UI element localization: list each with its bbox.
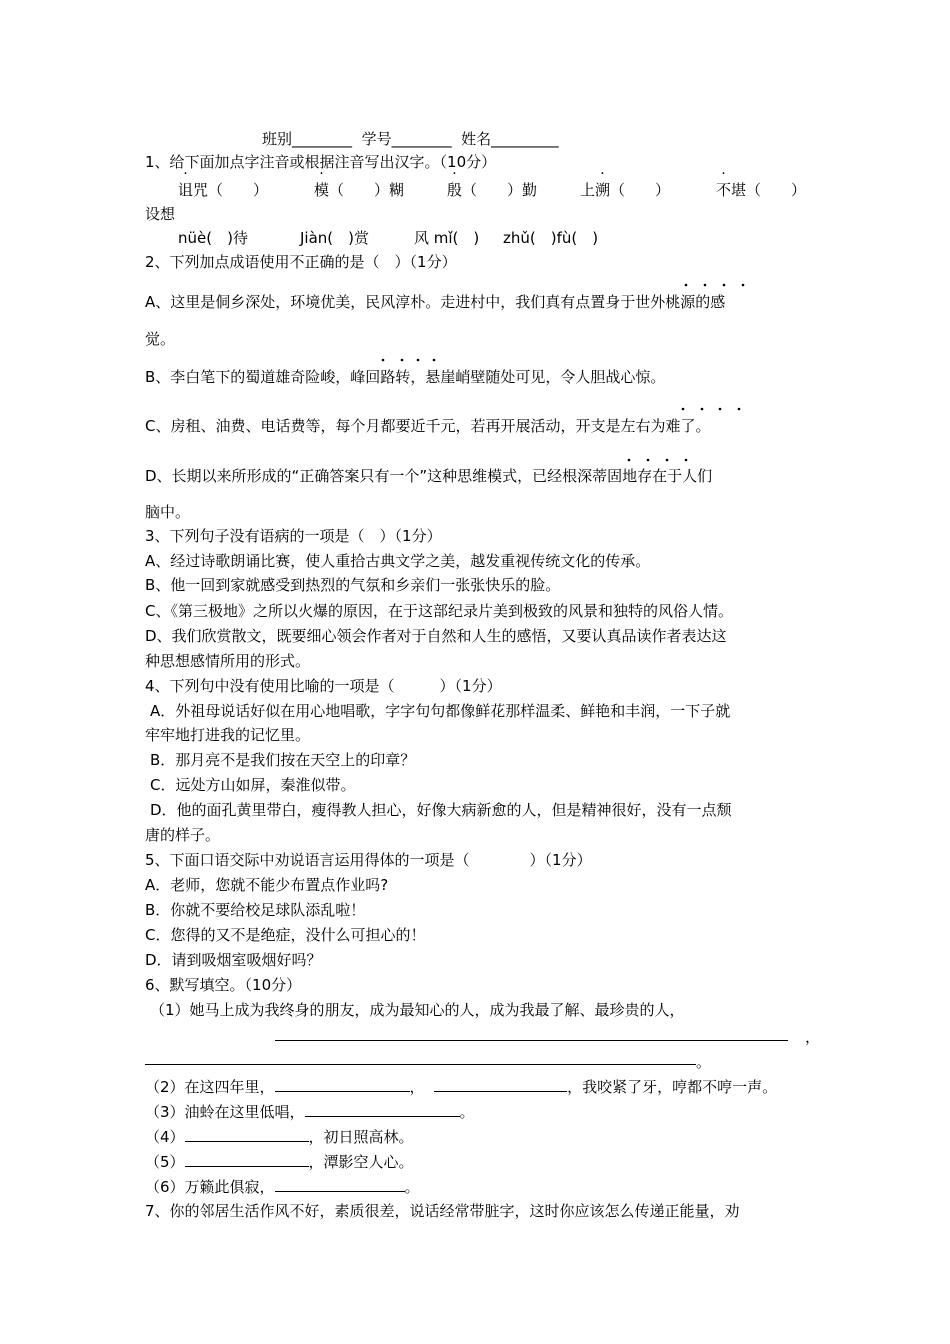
q6-item-2: （2）在这四年里， ， ，我咬紧了牙，哼都不哼一声。 <box>145 1078 778 1096</box>
q1-title: 1、给下面加点字注音或根据注音写出汉字。（10分） <box>145 153 497 171</box>
q5-option-a: A．老师，您就不能少布置点作业吗? <box>145 876 389 894</box>
answer-blank[interactable] <box>145 1049 696 1065</box>
q3-option-b: B、他一回到家就感受到热烈的气氛和乡亲们一张张快乐的脸。 <box>145 576 561 594</box>
answer-blank[interactable] <box>185 1151 309 1167</box>
student-info-header <box>262 129 559 149</box>
answer-blank[interactable] <box>185 1126 309 1142</box>
q2-c-idiom: 左右为难 <box>620 417 681 435</box>
q6-item-6: （6）万籁此俱寂， 。 <box>145 1178 420 1196</box>
q5-title: 5、下面口语交际中劝说语言运用得体的一项是（ ）（1分） <box>145 851 592 869</box>
class-field: 班别________ <box>262 130 353 148</box>
answer-blank[interactable] <box>434 1076 567 1092</box>
q1-char: 殷 <box>447 181 463 199</box>
q4-option-d: D．他的面孔黄里带白，瘦得教人担心，好像大病新愈的人，但是精神很好，没有一点颓 <box>150 801 732 819</box>
q4-option-b: B．那月亮不是我们按在天空上的印章？ <box>150 751 416 769</box>
q6-item-1: （1）她马上成为我终身的朋友，成为最知心的人，成为我最了解、最珍贵的人， <box>150 1001 685 1019</box>
q2-title: 2、下列加点成语使用不正确的是（ ）（1分） <box>145 253 457 271</box>
q2-d-idiom: 根深蒂固 <box>562 467 623 485</box>
q1-char: 诅 <box>178 181 194 199</box>
q3-option-c: C、《第三极地》之所以火爆的原因，在于这部纪录片美到极致的风景和独特的风俗人情。 <box>145 602 733 620</box>
answer-blank[interactable] <box>275 1176 405 1192</box>
q5-option-c: C．您得的又不是绝症，没什么可担心的！ <box>145 926 426 944</box>
q2-b-idiom: 峰回路转 <box>350 368 411 386</box>
q7-title: 7、你的邻居生活作风不好，素质很差，说话经常带脏字，这时你应该怎么传递正能量，劝 <box>145 1202 740 1220</box>
q6-item-3: （3）油蛉在这里低唱， 。 <box>145 1103 475 1121</box>
q3-option-a: A、经过诗歌朗诵比赛，使人重拾古典文学之美，越发重视传统文化的传承。 <box>145 552 651 570</box>
q2-option-a: A、这里是侗乡深处，环境优美，民风淳朴。走进村中，我们真有点置身于世外桃源的感 <box>145 293 726 311</box>
q1-char: 溯 <box>595 181 611 199</box>
q2-option-d: D、长期以来所形成的“正确答案只有一个”这种思维模式，已经根深蒂固地存在于人们 <box>145 467 713 485</box>
q4-option-a: A．外祖母说话好似在用心地唱歌，字字句句都像鲜花那样温柔、鲜艳和丰润，一下子就 <box>150 702 731 720</box>
q2-option-b: B、李白笔下的蜀道雄奇险峻，峰回路转，悬崖峭壁随处可见，令人胆战心惊。 <box>145 368 666 386</box>
q2-option-c: C、房租、油费、电话费等，每个月都要近千元，若再开展活动，开支是左右为难了。 <box>145 417 711 435</box>
q5-option-b: B．你就不要给校足球队添乱啦！ <box>145 901 366 919</box>
q2-a-idiom: 世外桃源 <box>635 293 696 311</box>
q5-option-d: D．请到吸烟室吸烟好吗？ <box>145 951 322 969</box>
name-field: 姓名_________ <box>461 130 559 148</box>
q3-option-d: D、我们欣赏散文，既要细心领会作者对于自然和人生的感悟，又要认真品读作者表达这 <box>145 627 727 645</box>
answer-blank[interactable] <box>275 1025 788 1041</box>
q6-item-4: （4） ，初日照高林。 <box>145 1128 414 1146</box>
q6-item-5: （5） ，潭影空人心。 <box>145 1153 414 1171</box>
q1-row1-tail: 设想 <box>145 205 176 223</box>
q1-char: 模 <box>314 181 330 199</box>
q6-title: 6、默写填空。（10分） <box>145 976 302 994</box>
q3-title: 3、下列句子没有语病的一项是（ ）（1分） <box>145 527 442 545</box>
q4-title: 4、下列句中没有使用比喻的一项是（ ）（1分） <box>145 677 502 695</box>
q4-option-c: C．远处方山如屏，秦淮似带。 <box>150 776 356 794</box>
answer-blank[interactable] <box>275 1076 410 1092</box>
answer-blank[interactable] <box>305 1101 460 1117</box>
q1-char: 不 <box>716 181 732 199</box>
student-id-field: 学号________ <box>361 130 452 148</box>
